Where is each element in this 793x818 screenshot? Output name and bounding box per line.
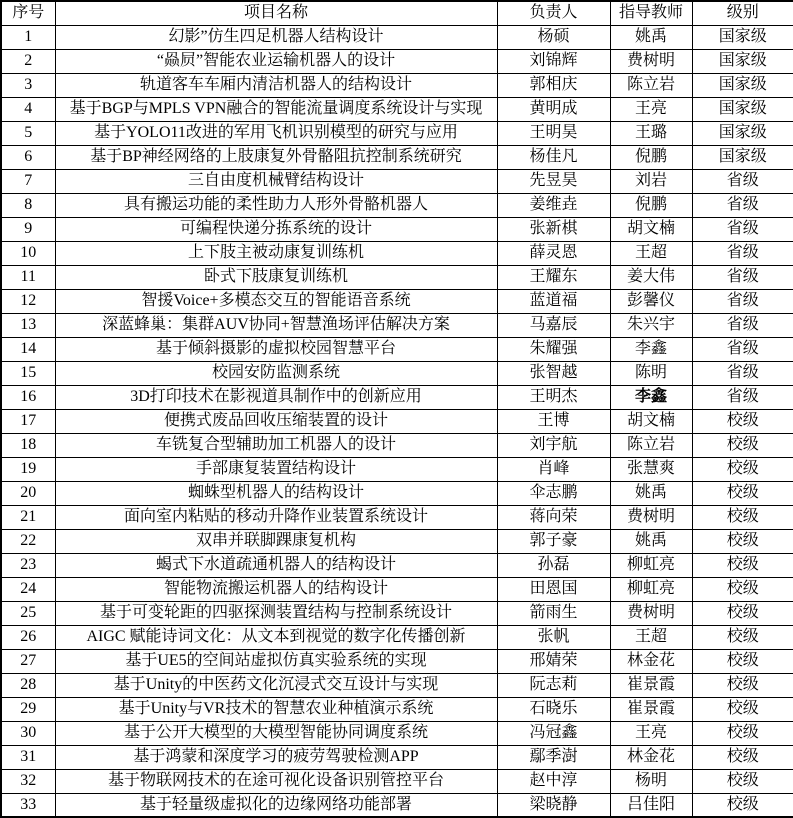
level-cell: 校级 [692,769,793,793]
row-index-cell: 1 [1,25,55,49]
row-index-cell: 27 [1,649,55,673]
table-row [1,745,793,769]
row-index-cell: 15 [1,361,55,385]
row-index-cell: 3 [1,73,55,97]
advisor-cell: 崔景霞 [610,697,692,721]
table-row [1,553,793,577]
row-index-cell: 18 [1,433,55,457]
level-cell: 校级 [692,433,793,457]
advisor-cell: 王璐 [610,121,692,145]
project-name-cell: 基于UE5的空间站虚拟仿真实验系统的实现 [55,649,497,673]
leader-cell: 石晓乐 [497,697,610,721]
project-name-cell: 基于Unity与VR技术的智慧农业种植演示系统 [55,697,497,721]
table-row [1,73,793,97]
row-index-cell: 30 [1,721,55,745]
leader-cell: 刘宇航 [497,433,610,457]
leader-cell: 梁晓静 [497,793,610,817]
advisor-cell: 林金花 [610,649,692,673]
table-row [1,721,793,745]
advisor-cell: 费树明 [610,49,692,73]
level-cell: 校级 [692,553,793,577]
row-index-cell: 9 [1,217,55,241]
row-index-cell: 26 [1,625,55,649]
leader-cell: 王明昊 [497,121,610,145]
table-row [1,409,793,433]
table-row [1,577,793,601]
header-project-name: 项目名称 [55,1,497,25]
table-row [1,337,793,361]
level-cell: 校级 [692,745,793,769]
header-advisor: 指导教师 [610,1,692,25]
table-row [1,385,793,409]
table-row [1,193,793,217]
project-name-cell: 基于BGP与MPLS VPN融合的智能流量调度系统设计与实现 [55,97,497,121]
level-cell: 校级 [692,601,793,625]
row-index-cell: 2 [1,49,55,73]
project-name-cell: 蝎式下水道疏通机器人的结构设计 [55,553,497,577]
row-index-cell: 4 [1,97,55,121]
header-level: 级别 [692,1,793,25]
table-row [1,601,793,625]
row-index-cell: 33 [1,793,55,817]
project-name-cell: 基于轻量级虚拟化的边缘网络功能部署 [55,793,497,817]
project-name-cell: 基于鸿蒙和深度学习的疲劳驾驶检测APP [55,745,497,769]
table-row [1,361,793,385]
advisor-cell: 张慧爽 [610,457,692,481]
project-name-cell: 车铣复合型辅助加工机器人的设计 [55,433,497,457]
level-cell: 国家级 [692,97,793,121]
project-name-cell: 基于BP神经网络的上肢康复外骨骼阻抗控制系统研究 [55,145,497,169]
row-index-cell: 11 [1,265,55,289]
table-row [1,145,793,169]
level-cell: 省级 [692,169,793,193]
table-row [1,169,793,193]
project-name-cell: “赑屃”智能农业运输机器人的设计 [55,49,497,73]
advisor-cell: 胡文楠 [610,217,692,241]
leader-cell: 朱耀强 [497,337,610,361]
row-index-cell: 7 [1,169,55,193]
level-cell: 校级 [692,697,793,721]
table-body [1,25,793,817]
advisor-cell: 陈立岩 [610,433,692,457]
advisor-cell: 柳虹亮 [610,577,692,601]
project-name-cell: 卧式下肢康复训练机 [55,265,497,289]
advisor-cell: 李鑫 [610,337,692,361]
leader-cell: 张新棋 [497,217,610,241]
row-index-cell: 23 [1,553,55,577]
header-index: 序号 [1,1,55,25]
row-index-cell: 10 [1,241,55,265]
leader-cell: 阮志莉 [497,673,610,697]
level-cell: 校级 [692,577,793,601]
row-index-cell: 16 [1,385,55,409]
level-cell: 校级 [692,649,793,673]
advisor-cell: 姜大伟 [610,265,692,289]
level-cell: 校级 [692,721,793,745]
table-row [1,769,793,793]
advisor-cell: 柳虹亮 [610,553,692,577]
advisor-cell: 彭馨仪 [610,289,692,313]
row-index-cell: 13 [1,313,55,337]
advisor-cell: 倪鹏 [610,145,692,169]
level-cell: 国家级 [692,25,793,49]
advisor-cell: 姚禹 [610,529,692,553]
level-cell: 省级 [692,337,793,361]
row-index-cell: 6 [1,145,55,169]
table-row [1,121,793,145]
advisor-cell: 王超 [610,241,692,265]
project-name-cell: 便携式废品回收压缩装置的设计 [55,409,497,433]
advisor-cell: 倪鹏 [610,193,692,217]
advisor-cell: 朱兴宇 [610,313,692,337]
project-name-cell: 蜘蛛型机器人的结构设计 [55,481,497,505]
level-cell: 校级 [692,529,793,553]
leader-cell: 王博 [497,409,610,433]
leader-cell: 箭雨生 [497,601,610,625]
advisor-cell: 姚禹 [610,25,692,49]
advisor-cell: 胡文楠 [610,409,692,433]
row-index-cell: 5 [1,121,55,145]
row-index-cell: 8 [1,193,55,217]
table-row [1,97,793,121]
leader-cell: 黄明成 [497,97,610,121]
table-row [1,793,793,817]
project-name-cell: 3D打印技术在影视道具制作中的创新应用 [55,385,497,409]
row-index-cell: 21 [1,505,55,529]
level-cell: 校级 [692,457,793,481]
advisor-cell: 刘岩 [610,169,692,193]
leader-cell: 冯冠鑫 [497,721,610,745]
level-cell: 省级 [692,217,793,241]
level-cell: 校级 [692,793,793,817]
header-row [1,1,793,25]
table-row [1,529,793,553]
row-index-cell: 22 [1,529,55,553]
level-cell: 省级 [692,361,793,385]
table-row [1,265,793,289]
table-row [1,457,793,481]
project-name-cell: 面向室内粘贴的移动升降作业装置系统设计 [55,505,497,529]
project-name-cell: 基于倾斜摄影的虚拟校园智慧平台 [55,337,497,361]
level-cell: 校级 [692,673,793,697]
project-name-cell: AIGC 赋能诗词文化：从文本到视觉的数字化传播创新 [55,625,497,649]
leader-cell: 邢婧荣 [497,649,610,673]
project-name-cell: 轨道客车车厢内清洁机器人的结构设计 [55,73,497,97]
row-index-cell: 29 [1,697,55,721]
project-name-cell: 深蓝蜂巢：集群AUV协同+智慧渔场评估解决方案 [55,313,497,337]
advisor-cell: 李鑫 [610,385,692,409]
leader-cell: 先昱昊 [497,169,610,193]
table-row [1,433,793,457]
leader-cell: 赵中淳 [497,769,610,793]
leader-cell: 杨佳凡 [497,145,610,169]
level-cell: 省级 [692,313,793,337]
level-cell: 校级 [692,625,793,649]
row-index-cell: 31 [1,745,55,769]
row-index-cell: 19 [1,457,55,481]
project-name-cell: 三自由度机械臂结构设计 [55,169,497,193]
row-index-cell: 17 [1,409,55,433]
advisor-cell: 崔景霞 [610,673,692,697]
level-cell: 校级 [692,481,793,505]
row-index-cell: 20 [1,481,55,505]
advisor-cell: 费树明 [610,601,692,625]
leader-cell: 田恩国 [497,577,610,601]
leader-cell: 王明杰 [497,385,610,409]
leader-cell: 郭相庆 [497,73,610,97]
table-row [1,49,793,73]
advisor-cell: 杨明 [610,769,692,793]
leader-cell: 张智越 [497,361,610,385]
project-name-cell: 基于物联网技术的在途可视化设备识别管控平台 [55,769,497,793]
project-name-cell: 手部康复装置结构设计 [55,457,497,481]
leader-cell: 薛灵恩 [497,241,610,265]
leader-cell: 孙磊 [497,553,610,577]
project-name-cell: 双串并联脚踝康复机构 [55,529,497,553]
table-row [1,505,793,529]
leader-cell: 王耀东 [497,265,610,289]
leader-cell: 蒋向荣 [497,505,610,529]
level-cell: 省级 [692,265,793,289]
level-cell: 国家级 [692,145,793,169]
project-name-cell: 幻影”仿生四足机器人结构设计 [55,25,497,49]
level-cell: 省级 [692,241,793,265]
table-row [1,625,793,649]
header-leader: 负责人 [497,1,610,25]
project-name-cell: 可编程快递分拣系统的设计 [55,217,497,241]
level-cell: 国家级 [692,73,793,97]
project-name-cell: 校园安防监测系统 [55,361,497,385]
advisor-cell: 陈立岩 [610,73,692,97]
level-cell: 校级 [692,505,793,529]
leader-cell: 姜维垚 [497,193,610,217]
leader-cell: 马嘉辰 [497,313,610,337]
advisor-cell: 姚禹 [610,481,692,505]
advisor-cell: 王亮 [610,721,692,745]
advisor-cell: 王亮 [610,97,692,121]
level-cell: 校级 [692,409,793,433]
leader-cell: 杨硕 [497,25,610,49]
project-name-cell: 基于公开大模型的大模型智能协同调度系统 [55,721,497,745]
table-row [1,241,793,265]
table-row [1,313,793,337]
row-index-cell: 25 [1,601,55,625]
advisor-cell: 陈明 [610,361,692,385]
level-cell: 省级 [692,193,793,217]
row-index-cell: 32 [1,769,55,793]
table-row [1,673,793,697]
project-name-cell: 基于可变轮距的四驱探测装置结构与控制系统设计 [55,601,497,625]
leader-cell: 刘锦辉 [497,49,610,73]
leader-cell: 鄢季澍 [497,745,610,769]
advisor-cell: 林金花 [610,745,692,769]
table-row [1,481,793,505]
project-name-cell: 智援Voice+多模态交互的智能语音系统 [55,289,497,313]
table-row [1,25,793,49]
table-row [1,697,793,721]
leader-cell: 郭子豪 [497,529,610,553]
row-index-cell: 14 [1,337,55,361]
level-cell: 省级 [692,289,793,313]
row-index-cell: 28 [1,673,55,697]
row-index-cell: 12 [1,289,55,313]
advisor-cell: 费树明 [610,505,692,529]
project-name-cell: 基于YOLO11改进的军用飞机识别模型的研究与应用 [55,121,497,145]
level-cell: 国家级 [692,121,793,145]
level-cell: 省级 [692,385,793,409]
leader-cell: 蓝道福 [497,289,610,313]
project-name-cell: 上下肢主被动康复训练机 [55,241,497,265]
level-cell: 国家级 [692,49,793,73]
table-row [1,649,793,673]
table-row [1,289,793,313]
project-name-cell: 智能物流搬运机器人的结构设计 [55,577,497,601]
leader-cell: 伞志鹏 [497,481,610,505]
project-name-cell: 具有搬运功能的柔性助力人形外骨骼机器人 [55,193,497,217]
leader-cell: 肖峰 [497,457,610,481]
advisor-cell: 吕佳阳 [610,793,692,817]
table-row [1,217,793,241]
leader-cell: 张帆 [497,625,610,649]
project-name-cell: 基于Unity的中医药文化沉浸式交互设计与实现 [55,673,497,697]
advisor-cell: 王超 [610,625,692,649]
row-index-cell: 24 [1,577,55,601]
